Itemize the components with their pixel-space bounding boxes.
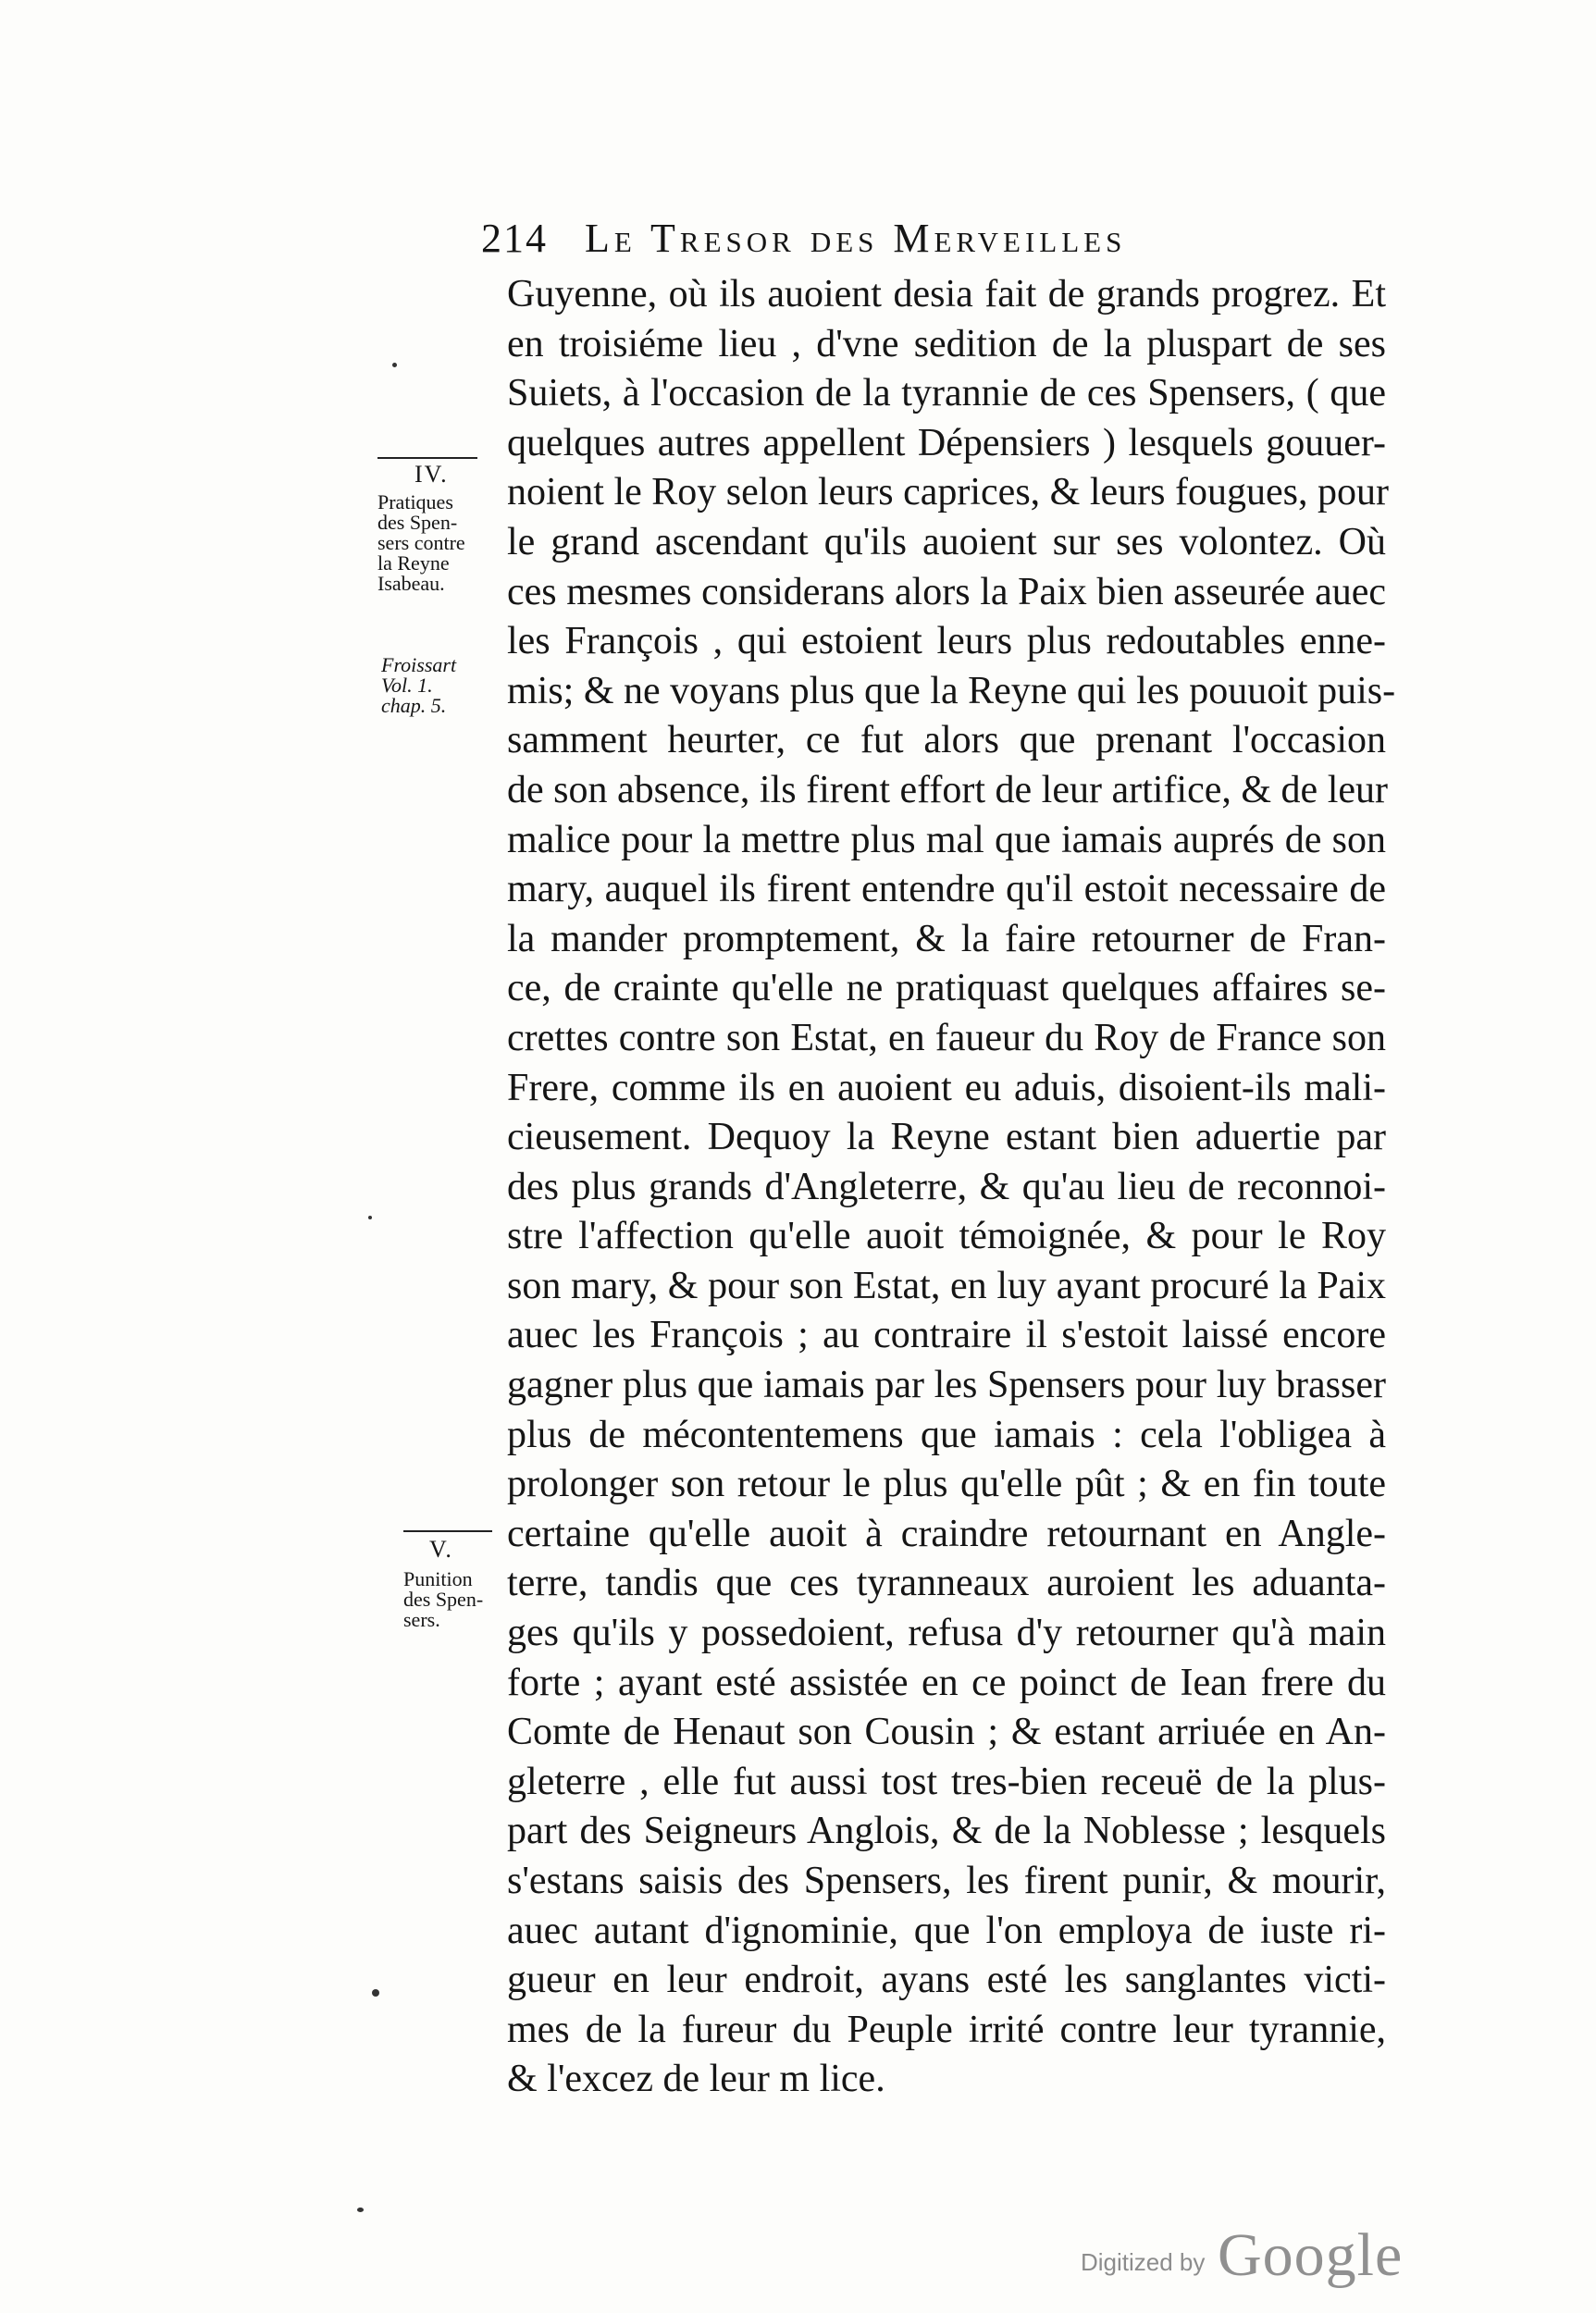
text-line: certaine qu'elle auoit à craindre retournant en Angle- [507, 1512, 1386, 1555]
margin-rule [403, 1530, 492, 1532]
margin-note-line: des Spen- [403, 1588, 484, 1611]
text-line: les François , qui estoient leurs plus redoutables enne- [507, 620, 1386, 663]
text-line: mis; & ne voyans plus que la Reyne qui les pouuoit puis- [507, 669, 1396, 712]
scan-speck [372, 1989, 379, 1997]
digitized-watermark [1081, 2220, 1414, 2294]
text-line: de son absence, ils firent effort de leur artifice, & de leur [507, 768, 1388, 811]
google-logo: Google [1218, 2221, 1404, 2289]
text-line: son mary, & pour son Estat, en luy ayant procuré la Paix [507, 1264, 1386, 1307]
text-line: gleterre , elle fut aussi tost tres-bien receuë de la plus- [507, 1760, 1386, 1803]
margin-note-pratiques [377, 492, 465, 594]
text-line: Comte de Henaut son Cousin ; & estant arriuée en An- [507, 1711, 1386, 1754]
scan-speck [357, 2208, 364, 2212]
body-text [507, 270, 1396, 2105]
text-line: mes de la fureur du Peuple irrité contre leur tyrannie, [507, 2008, 1386, 2051]
margin-note-citation [381, 655, 456, 716]
text-line: Suiets, à l'occasion de la tyrannie de ces Spensers, ( que [507, 372, 1386, 415]
watermark-prefix: Digitized by [1081, 2248, 1206, 2276]
text-line: gueur en leur endroit, ayans esté les sanglantes victi- [507, 1959, 1386, 2002]
margin-note-numeral: IV. [414, 461, 449, 488]
margin-note-line: Pratiques [377, 490, 453, 513]
text-line: ges qu'ils y possedoient, refusa d'y retourner qu'à main [507, 1612, 1386, 1655]
margin-note-line: sers contre [377, 531, 465, 554]
running-title: Le Tresor des Merveilles [585, 216, 1127, 261]
text-line: quelques autres appellent Dépensiers ) lesquels gouuer- [507, 421, 1386, 464]
text-line: Guyenne, où ils auoient desia fait de grands progrez. Et [507, 273, 1386, 315]
text-line: ce, de crainte qu'elle ne pratiquast quelques affaires se- [507, 967, 1386, 1010]
margin-note-numeral: V. [429, 1536, 453, 1563]
text-line: samment heurter, ce fut alors que prenant l'occasion [507, 719, 1386, 762]
text-line: ces mesmes considerans alors la Paix bien asseurée auec [507, 570, 1386, 613]
text-line: cieusement. Dequoy la Reyne estant bien aduertie par [507, 1116, 1386, 1159]
text-line: part des Seigneurs Anglois, & de la Noblesse ; lesquels [507, 1810, 1386, 1853]
text-line: le grand ascendant qu'ils auoient sur ses volontez. Où [507, 520, 1386, 563]
margin-note-line: la Reyne [377, 551, 450, 575]
text-line: auec autant d'ignominie, que l'on employa de iuste ri- [507, 1909, 1386, 1952]
text-line: plus de mécontentemens que iamais : cela l'obligea à [507, 1413, 1386, 1456]
text-line: prolonger son retour le plus qu'elle pût ; & en fin toute [507, 1463, 1386, 1506]
text-line: gagner plus que iamais par les Spensers pour luy brasser [507, 1364, 1386, 1407]
text-line: & l'excez de leur m lice. [507, 2058, 885, 2101]
text-line: la mander promptement, & la faire retourner de Fran- [507, 917, 1386, 960]
text-line: terre, tandis que ces tyranneaux auroient les aduanta- [507, 1562, 1386, 1605]
text-line: crettes contre son Estat, en faueur du Roy de France son [507, 1016, 1386, 1059]
margin-note-line: des Spen- [377, 511, 458, 534]
text-line: en troisiéme lieu , d'vne sedition de la pluspart de ses [507, 322, 1386, 365]
margin-note-line: Punition [403, 1567, 473, 1590]
scan-speck [392, 363, 397, 367]
margin-note-line: sers. [403, 1608, 440, 1631]
margin-rule [377, 457, 477, 459]
text-line: des plus grands d'Angleterre, & qu'au lieu de reconnoi- [507, 1165, 1386, 1208]
margin-note-line: chap. 5. [381, 694, 447, 717]
text-line: forte ; ayant esté assistée en ce poinct de Iean frere du [507, 1661, 1386, 1704]
margin-note-line: Isabeau. [377, 572, 445, 595]
text-line: auec les François ; au contraire il s'estoit laissé encore [507, 1314, 1386, 1357]
page-number: 214 [481, 216, 548, 261]
text-line: stre l'affection qu'elle auoit témoignée, & pour le Roy [507, 1215, 1386, 1258]
running-header [481, 215, 1406, 270]
margin-note-punition [403, 1569, 483, 1630]
text-line: s'estans saisis des Spensers, les firent punir, & mourir, [507, 1860, 1386, 1902]
text-line: malice pour la mettre plus mal que iamais auprés de son [507, 818, 1386, 861]
margin-note-line: Froissart [381, 653, 457, 676]
margin-note-line: Vol. 1. [381, 674, 433, 697]
scan-speck [368, 1216, 372, 1219]
text-line: Frere, comme ils en auoient eu aduis, disoient-ils mali- [507, 1066, 1386, 1109]
text-line: mary, auquel ils firent entendre qu'il estoit necessaire de [507, 868, 1386, 911]
text-line: noient le Roy selon leurs caprices, & leurs fougues, pour [507, 471, 1389, 514]
